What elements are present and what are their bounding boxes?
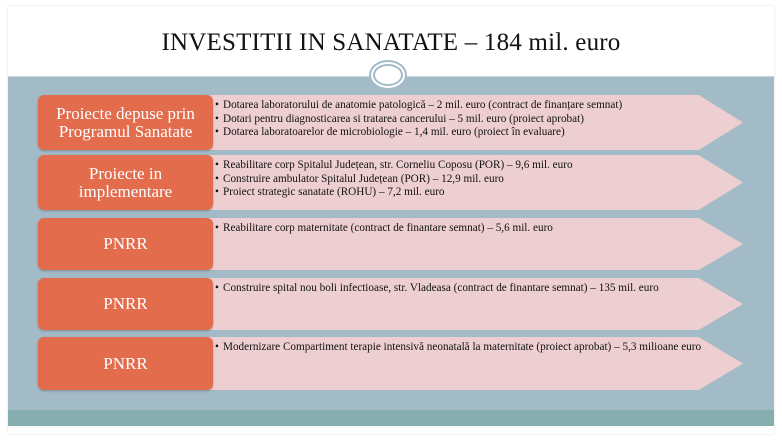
row-label-box (38, 337, 213, 390)
bullet-item: • Reabilitare corp maternitate (contract de finantare semnat) – 5,6 mil. euro (215, 222, 740, 236)
bullet-item: • Proiect strategic sanatate (ROHU) – 7,2 mil. euro (215, 186, 740, 200)
bullet-item: • Dotarea laboratorului de anatomie patologică – 2 mil. euro (contract de finanțare semnat) (215, 99, 740, 113)
row-label-line: implementare (78, 181, 173, 201)
row-label-line: Programul Sanatate (58, 121, 193, 141)
row-label-box (38, 95, 213, 150)
bullet-item: • Dotarea laboratoarelor de microbiologie – 1,4 mil. euro (proiect în evaluare) (215, 126, 740, 140)
row-bullet-list (215, 341, 740, 355)
bullet-item: • Construire ambulator Spitalul Județean (POR) – 12,9 mil. euro (215, 173, 740, 187)
slide-title: INVESTITII IN SANATATE – 184 mil. euro (161, 29, 621, 56)
row-pnrr-maternitate (38, 218, 748, 270)
row-label-line: PNRR (103, 234, 148, 253)
row-bullet-list (215, 99, 740, 140)
row-label-line: PNRR (103, 294, 148, 313)
row-pnrr-neonatala (38, 337, 748, 390)
row-bullet-list (215, 159, 740, 200)
row-bullet-list (215, 222, 740, 236)
row-proiecte-implementare (38, 155, 748, 210)
divider-inner-circle-icon (373, 64, 403, 86)
footer-bar (8, 410, 774, 426)
bullet-item: • Modernizare Compartiment terapie intensivă neonatală la maternitate (proiect aprobat) – 5,3 milioane euro (215, 341, 740, 355)
row-label-box (38, 218, 213, 270)
row-label-box (38, 155, 213, 210)
row-programul-sanatate (38, 95, 748, 150)
row-pnrr-boli-infectioase (38, 278, 748, 330)
bullet-item: • Dotari pentru diagnosticarea si tratarea cancerului – 5 mil. euro (proiect aprobat) (215, 113, 740, 127)
footer-margin (8, 426, 774, 434)
row-label-line: Proiecte in (88, 163, 163, 183)
row-label-line: Proiecte depuse prin (56, 103, 195, 123)
bullet-item: • Reabilitare corp Spitalul Județean, str. Corneliu Coposu (POR) – 9,6 mil. euro (215, 159, 740, 173)
row-label-box (38, 278, 213, 330)
bullet-item: • Construire spital nou boli infectioase, str. Vladeasa (contract de finantare semnat) – 135 mil. euro (215, 282, 740, 296)
row-bullet-list (215, 282, 740, 296)
row-label-line: PNRR (103, 353, 148, 373)
